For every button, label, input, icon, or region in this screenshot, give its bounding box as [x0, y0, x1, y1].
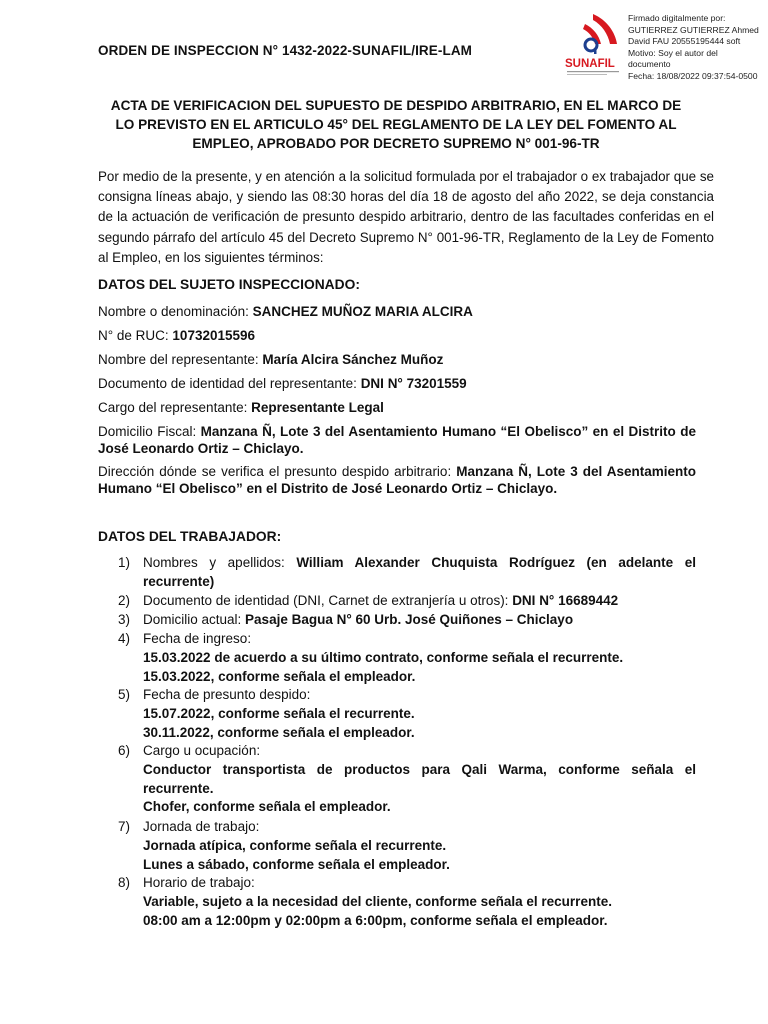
signature-line: documento	[628, 59, 671, 70]
item-detail: 15.03.2022, conforme señala el empleador.	[143, 668, 416, 684]
item-label: Documento de identidad (DNI, Carnet de extranjería u otros):	[143, 593, 513, 608]
representative-role-field	[98, 399, 696, 416]
signature-line: GUTIERREZ GUTIERREZ Ahmed	[628, 24, 759, 35]
signature-line: David FAU 20555195444 soft	[628, 36, 741, 47]
field-label: Cargo del representante:	[98, 400, 252, 415]
title-line: EMPLEO, APROBADO POR DECRETO SUPREMO N° 001-96-TR	[192, 135, 600, 151]
item-label: Fecha de ingreso:	[143, 631, 252, 646]
item-value: William Alexander Chuquista Rodríguez (en adelante el recurrente)	[143, 555, 696, 589]
subject-heading: DATOS DEL SUJETO INSPECCIONADO:	[98, 277, 360, 292]
item-number: 2)	[118, 593, 131, 608]
item-detail: Conductor transportista de productos para Qali Warma, conforme señala el recurrente.	[143, 761, 696, 796]
item-detail: 15.07.2022, conforme señala el recurrente.	[143, 705, 415, 721]
item-number: 8)	[118, 875, 131, 890]
item-detail: 15.03.2022 de acuerdo a su último contrato, conforme señala el recurrente.	[143, 649, 624, 665]
order-number: ORDEN DE INSPECCION N° 1432-2022-SUNAFIL/IRE-LAM	[98, 43, 473, 58]
logo-wordmark: SUNAFIL	[565, 58, 615, 70]
item-label: Nombres y apellidos:	[143, 555, 297, 570]
item-number: 4)	[118, 631, 131, 646]
item-number: 7)	[118, 819, 131, 834]
signature-line: Firmado digitalmente por:	[628, 13, 726, 23]
field-value: DNI N° 73201559	[360, 376, 467, 391]
field-label: N° de RUC:	[98, 328, 173, 343]
field-label: Nombre o denominación:	[98, 304, 253, 319]
item-label: Fecha de presunto despido:	[143, 687, 311, 702]
subject-name-field	[98, 303, 696, 320]
item-detail: Variable, sujeto a la necesidad del cliente, conforme señala el recurrente.	[143, 893, 612, 909]
field-label: Nombre del representante:	[98, 352, 263, 367]
field-label: Dirección dónde se verifica el presunto despido arbitrario:	[98, 464, 457, 479]
item-number: 5)	[118, 687, 131, 702]
signature-text	[628, 13, 764, 83]
item-label: Domicilio actual:	[143, 612, 246, 627]
item-value: DNI N° 16689442	[512, 593, 619, 608]
field-label: Documento de identidad del representante:	[98, 376, 361, 391]
item-number: 3)	[118, 612, 131, 627]
field-value: María Alcira Sánchez Muñoz	[262, 352, 444, 367]
field-label: Domicilio Fiscal:	[98, 424, 201, 439]
item-label: Jornada de trabajo:	[143, 819, 260, 834]
item-value: Pasaje Bagua N° 60 Urb. José Quiñones – Chiclayo	[245, 612, 574, 627]
item-label: Horario de trabajo:	[143, 875, 255, 890]
intro-paragraph: Por medio de la presente, y en atención a la solicitud formulada por el trabajador o ex trabajador que se consigna líneas abajo, y siendo las 08:30 horas del día 18 de agosto del año 2022, se deja constancia de la actuación de verificación de presunto despido arbitrario, dentro de las facultades conferidas en el segundo párrafo del artículo 45 del Decreto Supremo N° 001-96-TR, Reglamento de la Ley de Fomento al Empleo, en los siguientes términos:	[98, 169, 714, 265]
item-detail: Chofer, conforme señala el empleador.	[143, 799, 391, 815]
sunafil-logo	[563, 10, 625, 82]
worker-heading: DATOS DEL TRABAJADOR:	[98, 529, 282, 544]
field-value: Manzana Ñ, Lote 3 del Asentamiento Humano “El Obelisco” en el Distrito de José Leonardo Ortiz – Chiclayo.	[98, 424, 696, 456]
fiscal-address-field	[98, 423, 696, 457]
field-value: 10732015596	[172, 328, 256, 343]
subject-ruc-field	[98, 327, 696, 344]
item-number: 1)	[118, 555, 131, 570]
digital-signature-block	[563, 10, 763, 82]
field-value: Representante Legal	[251, 400, 384, 415]
item-label: Cargo u ocupación:	[143, 743, 261, 758]
item-detail: Jornada atípica, conforme señala el recurrente.	[143, 837, 447, 853]
field-value: SANCHEZ MUÑOZ MARIA ALCIRA	[252, 304, 473, 319]
representative-name-field	[98, 351, 696, 368]
document-title	[96, 97, 696, 153]
verification-address-field	[98, 463, 696, 497]
signature-line: Fecha: 18/08/2022 09:37:54-0500	[628, 70, 758, 81]
item-detail: Lunes a sábado, conforme señala el empleador.	[143, 856, 450, 872]
representative-id-field	[98, 375, 696, 392]
item-detail: 08:00 am a 12:00pm y 02:00pm a 6:00pm, conforme señala el empleador.	[143, 912, 608, 928]
title-line: LO PREVISTO EN EL ARTICULO 45° DEL REGLAMENTO DE LA LEY DEL FOMENTO AL	[115, 116, 677, 132]
title-line: ACTA DE VERIFICACION DEL SUPUESTO DE DESPIDO ARBITRARIO, EN EL MARCO DE	[110, 98, 682, 113]
field-value: Manzana Ñ, Lote 3 del Asentamiento Humano “El Obelisco” en el Distrito de José Leonardo Ortiz – Chiclayo.	[98, 464, 696, 496]
item-number: 6)	[118, 743, 131, 758]
signature-line: Motivo: Soy el autor del	[628, 47, 718, 58]
item-detail: 30.11.2022, conforme señala el empleador.	[143, 724, 415, 740]
